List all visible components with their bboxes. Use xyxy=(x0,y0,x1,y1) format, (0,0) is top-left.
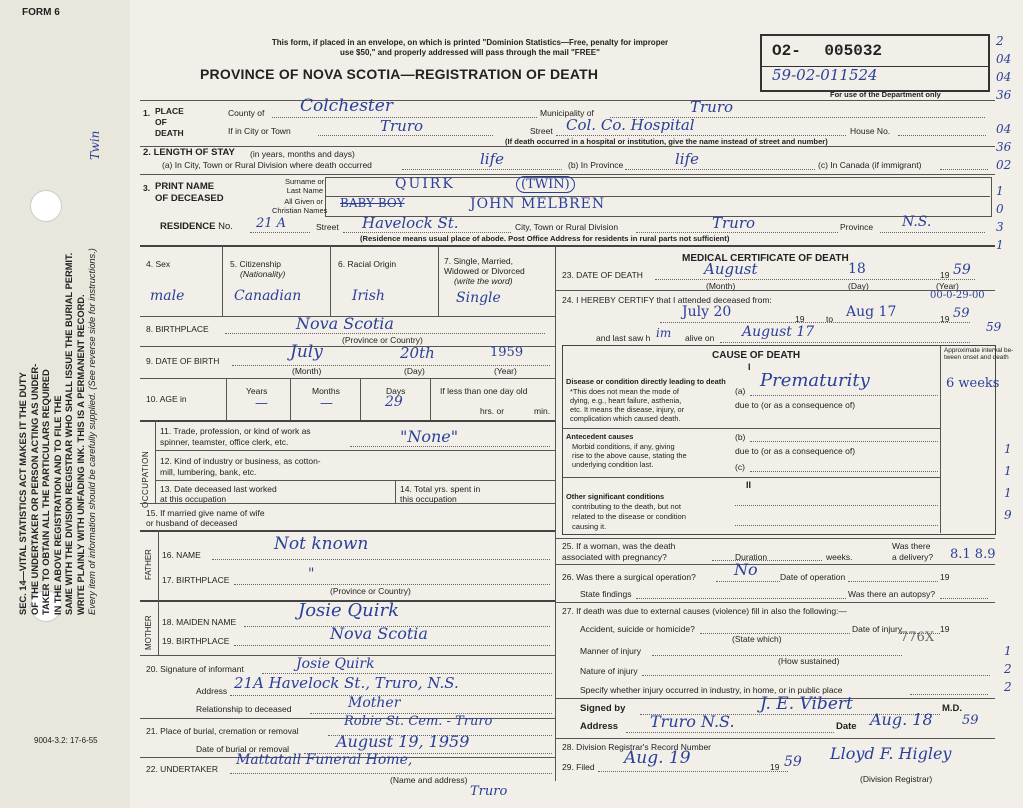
cause-title: CAUSE OF DEATH xyxy=(712,350,801,361)
s20-signature: Josie Quirk xyxy=(296,656,375,672)
s21-value: Robie St. Cem. - Truro xyxy=(344,714,493,729)
medical-title: MEDICAL CERTIFICATE OF DEATH xyxy=(682,253,849,264)
s29-label: 29. Filed xyxy=(562,762,595,772)
alive-on-value: August 17 xyxy=(742,324,815,340)
form-title: PROVINCE OF NOVA SCOTIA—REGISTRATION OF DEATH xyxy=(200,66,599,82)
s17-label: 17. BIRTHPLACE xyxy=(162,575,230,585)
s29-year: 59 xyxy=(784,754,802,770)
s9-month: July xyxy=(290,342,323,362)
s8-value: Nova Scotia xyxy=(296,314,394,333)
s24-to-label: to xyxy=(826,314,834,324)
surname-extra: (TWIN) xyxy=(516,176,575,193)
s23-year-label: (Year) xyxy=(936,281,959,291)
s9-label: 9. DATE OF BIRTH xyxy=(146,356,220,366)
s13-label: 13. Date deceased last worked at this occupation xyxy=(160,484,277,504)
s25-delivery: Was there a delivery? xyxy=(892,541,934,562)
s24-from: July 20 xyxy=(682,304,732,320)
s26-value: No xyxy=(734,560,758,579)
s28-label: 28. Division Registrar's Record Number xyxy=(562,742,712,752)
state-which: (State which) xyxy=(732,634,782,644)
given-struck: BABY BOY xyxy=(340,196,405,210)
s24-year-prefix-2: 19 xyxy=(940,314,950,324)
accident-label: Accident, suicide or homicide? xyxy=(580,624,695,634)
s6-label: 6. Racial Origin xyxy=(338,259,397,269)
s23-year-prefix: 19 xyxy=(940,270,950,280)
cause-a-label: (a) xyxy=(735,386,746,396)
s23-day: 18 xyxy=(848,261,866,277)
s18-label: 18. MAIDEN NAME xyxy=(162,617,237,627)
s19-value: Nova Scotia xyxy=(330,624,428,643)
city-label: If in City or Town xyxy=(228,126,291,136)
s2-a-label: (a) In City, Town or Rural Division where death occurred xyxy=(162,160,372,170)
s25-duration: Duration xyxy=(735,552,768,562)
s22-sub: (Name and address) xyxy=(390,775,468,785)
s26-label: 26. Was there a surgical operation? xyxy=(562,572,696,582)
less-label: If less than one day old xyxy=(440,386,528,396)
other-label: Other significant conditions xyxy=(566,492,665,501)
city-value: Truro xyxy=(380,117,424,135)
s2-label: 2. LENGTH OF STAY xyxy=(143,147,235,158)
county-label: County of xyxy=(228,108,265,118)
months-value: — xyxy=(320,396,333,411)
address-value: Truro N.S. xyxy=(650,712,735,731)
s25-weeks: weeks. xyxy=(826,552,853,562)
registration-number-box xyxy=(760,34,990,92)
date-label: Date xyxy=(836,721,857,732)
date-value: Aug. 18 xyxy=(870,710,933,729)
s21-date: August 19, 1959 xyxy=(336,732,470,751)
cause-a-value: Prematurity xyxy=(760,370,870,391)
s24-to: Aug 17 xyxy=(846,304,897,320)
direct-note: *This does not mean the mode of dying, e.g., heart failure, asthenia, etc. It means the disease, injury, or complication which caused death. xyxy=(570,387,685,423)
s2-c-label: (c) In Canada (if immigrant) xyxy=(818,160,922,170)
side-handwritten-note: Twin xyxy=(88,130,102,160)
s3-number: 3. xyxy=(143,183,151,193)
min-label: min. xyxy=(534,406,551,416)
s2-sub: (in years, months and days) xyxy=(250,149,355,159)
s29-value: Aug. 19 xyxy=(624,748,691,768)
section-i-label: I xyxy=(748,362,751,372)
residence-street-label: Street xyxy=(316,222,339,232)
md-label: M.D. xyxy=(942,703,963,714)
s6-value: Irish xyxy=(352,288,385,304)
s22-label: 22. UNDERTAKER xyxy=(146,764,218,774)
s24-year-2: 59 xyxy=(953,306,970,321)
s20-label: 20. Signature of informant xyxy=(146,664,244,674)
surname-label: Surname or Last Name xyxy=(285,177,325,195)
county-value: Colchester xyxy=(300,96,393,116)
interval-label: Approximate interval be- tween onset and death xyxy=(944,347,1014,361)
s22-below: Truro xyxy=(470,784,508,799)
s23-month-label: (Month) xyxy=(706,281,736,291)
given-value: JOHN MELBREN xyxy=(470,196,606,212)
signed-by-label: Signed by xyxy=(580,703,626,714)
residence-note: (Residence means usual place of abode. Post Office Address for residents in rural parts not sufficient) xyxy=(360,234,730,243)
s5-value: Canadian xyxy=(234,288,302,304)
specify-label: Specify whether injury occurred in industry, in home, or in public place xyxy=(580,685,843,695)
how-sustained: (How sustained) xyxy=(778,656,840,666)
s22-value: Mattatall Funeral Home, xyxy=(236,752,413,768)
street-value: Col. Co. Hospital xyxy=(566,116,695,134)
s15-label: 15. If married give name of wife or husband of deceased xyxy=(146,508,265,528)
s18-value: Josie Quirk xyxy=(298,600,400,621)
residence-province: N.S. xyxy=(902,214,932,230)
s3-label: PRINT NAME OF DECEASED xyxy=(155,181,224,204)
s20-relationship: Mother xyxy=(348,695,401,711)
cause-a-interval: 6 weeks xyxy=(946,376,1000,391)
s10-label: 10. AGE in xyxy=(146,394,187,404)
nature-code: 776X xyxy=(900,630,935,645)
s23-label: 23. DATE OF DEATH xyxy=(562,270,643,280)
footer-code: 9004-3.2: 17-6-55 xyxy=(34,736,98,745)
surname-value: QUIRK xyxy=(395,176,455,192)
margin-codes-lower: 1 1 1 9 xyxy=(1004,442,1012,522)
s20-relationship-label: Relationship to deceased xyxy=(196,704,292,714)
residence-city-label: City, Town or Rural Division xyxy=(515,222,619,232)
s25-label: 25. If a woman, was the death associated with pregnancy? xyxy=(562,541,676,562)
s16-label: 16. NAME xyxy=(162,550,201,560)
form-number: FORM 6 xyxy=(22,7,60,18)
months-label: Months xyxy=(312,386,340,396)
s9-day-label: (Day) xyxy=(404,366,425,376)
op-year-prefix: 19 xyxy=(940,572,950,582)
last-saw-label: and last saw h xyxy=(596,333,651,343)
address-label: Address xyxy=(580,721,619,732)
date-of-injury: Date of injury xyxy=(852,624,903,634)
s21-date-label: Date of burial or removal xyxy=(196,744,290,754)
autopsy-label: Was there an autopsy? xyxy=(848,589,936,599)
occupation-side-label: OCCUPATION xyxy=(141,450,150,508)
s2-a-value: life xyxy=(480,150,505,168)
s9-year-label: (Year) xyxy=(494,366,517,376)
s14-label: 14. Total yrs. spent in this occupation xyxy=(400,484,481,504)
mother-side-label: MOTHER xyxy=(144,615,153,650)
s2-b-label: (b) In Province xyxy=(568,160,624,170)
s19-label: 19. BIRTHPLACE xyxy=(162,636,230,646)
section-ii-label: II xyxy=(746,480,752,490)
father-side-label: FATHER xyxy=(144,549,153,580)
s25-margin: 8.1 8.9 xyxy=(950,547,996,562)
s11-label: 11. Trade, profession, or kind of work as spinner, teamster, office clerk, etc. xyxy=(160,426,311,447)
s11-value: "None" xyxy=(400,427,459,446)
years-value: — xyxy=(255,396,268,411)
municipality-label: Municipality of xyxy=(540,108,594,118)
s12-label: 12. Kind of industry or business, as cotton- mill, lumbering, bank, etc. xyxy=(160,456,321,477)
hrs-label: hrs. or xyxy=(480,406,505,416)
margin-codes: 2 04 04 36 04 36 02 1 0 3 1 xyxy=(996,34,1012,252)
s9-month-label: (Month) xyxy=(292,366,322,376)
s16-value: Not known xyxy=(274,534,369,554)
s9-year: 1959 xyxy=(490,345,524,360)
s7-label: 7. Single, Married, Widowed or Divorced (write the word) xyxy=(444,256,525,286)
s24-year-prefix-1: 19 xyxy=(795,314,805,324)
injury-year-prefix: 19 xyxy=(940,624,950,634)
mail-notice: This form, if placed in an envelope, on which is printed "Dominion Statistics—Free, penalty for improper use $50," and properly addressed will pass through the mail "FREE" xyxy=(271,38,669,57)
date-year: 59 xyxy=(962,713,979,728)
margin-codes-bottom: 1 2 2 xyxy=(1004,644,1012,694)
s5-label: 5. Citizenship (Nationality) xyxy=(230,259,286,279)
s17-value: " xyxy=(308,566,315,582)
street-label: Street xyxy=(530,126,553,136)
last-saw-value: im xyxy=(656,326,672,340)
dept-note: For use of the Department only xyxy=(830,90,941,99)
s23-day-label: (Day) xyxy=(848,281,869,291)
other-note: contributing to the death, but not related to the disease or condition causing it. xyxy=(572,502,686,531)
antecedent-note: Morbid conditions, if any, giving rise to the above cause, stating the underlying condition last. xyxy=(572,442,687,469)
s21-label: 21. Place of burial, cremation or removal xyxy=(146,726,299,736)
s1-note: (If death occurred in a hospital or institution, give the name instead of street and number) xyxy=(505,137,828,146)
s1-label: PLACE OF DEATH xyxy=(155,106,184,138)
days-value: 29 xyxy=(385,394,403,410)
s23-year: 59 xyxy=(953,262,971,278)
residence-city: Truro xyxy=(712,214,756,232)
statute-side-text: SEC. 14—VITAL STATISTICS ACT MAKES IT THE DUTY OF THE UNDERTAKER OR PERSON ACTING AS UNDER- TAKER TO OBTAIN ALL THE PARTICULARS REQUIRED IN THE ABOVE REGISTRATION AND TO FILE THE SAME WITH THE DIVISION REGISTRAR WHO SHALL ISSUE THE BURIAL PERMIT. WRITE PLAINLY WITH UNFADING INK. THIS IS A PERMANENT RECORD. Every item of information should be carefully supplied. (See reverse side for instructions.) xyxy=(18,248,97,615)
residence-no: 21 A xyxy=(256,216,287,231)
house-label: House No. xyxy=(850,126,891,136)
residence-province-label: Province xyxy=(840,222,874,232)
registrar-signature: Lloyd F. Higley xyxy=(830,744,952,763)
date-of-operation: Date of operation xyxy=(780,572,846,582)
direct-label: Disease or condition directly leading to death xyxy=(566,377,726,386)
s1-number: 1. xyxy=(143,108,151,118)
s24-margin: 00-0-29-00 xyxy=(930,290,985,301)
manner-label: Manner of injury xyxy=(580,646,641,656)
nature-label: Nature of injury xyxy=(580,666,638,676)
s8-label: 8. BIRTHPLACE xyxy=(146,324,209,334)
days-label: Days xyxy=(386,386,406,396)
years-label: Years xyxy=(246,386,268,396)
s24-year-1: 59 xyxy=(986,320,1002,334)
s8-sub: (Province or Country) xyxy=(342,335,423,345)
signed-by-value: J. E. Vibert xyxy=(760,694,853,714)
municipality-value: Truro xyxy=(690,98,734,116)
s9-day: 20th xyxy=(400,344,435,362)
s4-value: male xyxy=(150,288,185,304)
registrar-label: (Division Registrar) xyxy=(860,774,933,784)
s2-b-value: life xyxy=(675,150,700,168)
s24-label: 24. I HEREBY CERTIFY that I attended deceased from: xyxy=(562,295,772,305)
s29-year-prefix: 19 xyxy=(770,762,780,772)
s23-month: August xyxy=(704,260,758,278)
father-sub: (Province or Country) xyxy=(330,586,411,596)
reg-number: 005032 xyxy=(824,42,883,60)
s4-label: 4. Sex xyxy=(146,259,171,269)
due-to-a: due to (or as a consequence of) xyxy=(735,400,856,410)
cause-b-label: (b) xyxy=(735,432,746,442)
s20-address-label: Address xyxy=(196,686,228,696)
alive-on-label: alive on xyxy=(685,333,715,343)
residence-street: Havelock St. xyxy=(362,214,459,232)
given-label: All Given or Christian Names xyxy=(272,197,328,215)
reg-prefix: O2- xyxy=(772,42,801,60)
s7-value: Single xyxy=(456,290,501,306)
reg-handwritten-number: 59-02-011524 xyxy=(772,66,878,84)
due-to-b: due to (or as a consequence of) xyxy=(735,446,856,456)
s27-label: 27. If death was due to external causes (violence) fill in also the following:— xyxy=(562,606,847,616)
antecedent-label: Antecedent causes xyxy=(566,432,634,441)
state-findings: State findings xyxy=(580,589,632,599)
cause-c-label: (c) xyxy=(735,462,745,472)
s20-address: 21A Havelock St., Truro, N.S. xyxy=(234,674,459,692)
residence-label: RESIDENCE No. xyxy=(160,221,233,232)
